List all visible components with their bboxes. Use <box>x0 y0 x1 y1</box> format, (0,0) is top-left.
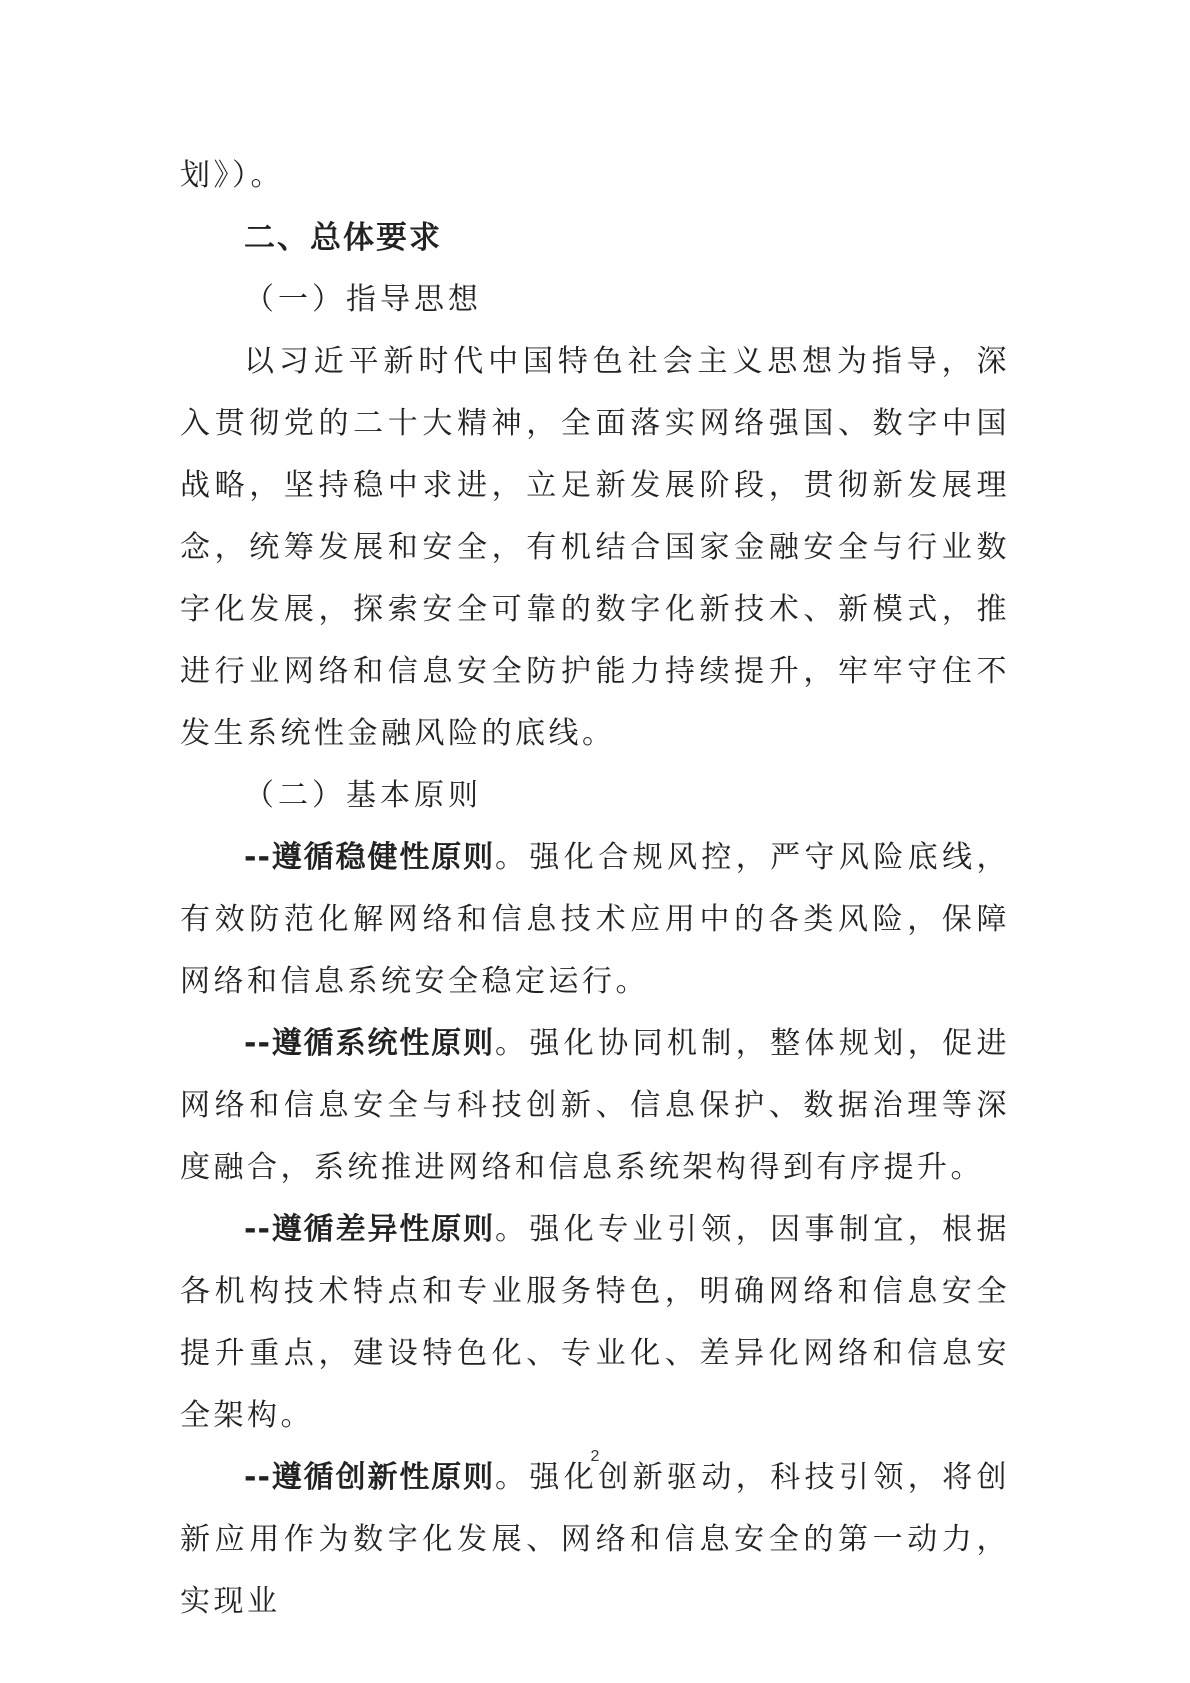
subsection-heading-guiding-thought: （一）指导思想 <box>244 282 482 317</box>
section-heading: 二、总体要求 <box>244 220 442 256</box>
principle-text: 。强化专业引领，因事制宜，根据各机构技术特点和专业服务特色，明确网络和信息安全提升重点，建设特色化、专业化、差异化网络和信息安全架构。 <box>180 1212 1010 1433</box>
principle-text: 。强化创新驱动，科技引领，将创新应用作为数字化发展、网络和信息安全的第一动力，实现业 <box>180 1460 1010 1619</box>
principle-text: 。强化合规风控，严守风险底线，有效防范化解网络和信息技术应用中的各类风险，保障网络和信息系统安全稳定运行。 <box>180 840 1010 999</box>
subsection-heading-basic-principles: （二）基本原则 <box>244 778 482 813</box>
principle-text: 。强化协同机制，整体规划，促进网络和信息安全与科技创新、信息保护、数据治理等深度融合，系统推进网络和信息系统架构得到有序提升。 <box>180 1026 1010 1185</box>
principle-paragraph-robustness <box>180 827 1010 1013</box>
principle-paragraph-systematic <box>180 1013 1010 1199</box>
principle-paragraph-differentiation <box>180 1199 1010 1447</box>
principle-lead: --遵循系统性原则 <box>244 1026 496 1061</box>
carry-over-line: 划》）。 <box>180 158 284 193</box>
principle-paragraph-innovation <box>180 1447 1010 1633</box>
page-number: 2 <box>590 1448 600 1465</box>
principle-lead: --遵循创新性原则 <box>244 1460 496 1495</box>
principle-lead: --遵循稳健性原则 <box>244 840 496 875</box>
document-body <box>180 145 1010 1633</box>
principle-lead: --遵循差异性原则 <box>244 1212 496 1247</box>
guiding-thought-paragraph: 以习近平新时代中国特色社会主义思想为指导，深入贯彻党的二十大精神，全面落实网络强国、数字中国战略，坚持稳中求进，立足新发展阶段，贯彻新发展理念，统筹发展和安全，有机结合国家金融安全与行业数字化发展，探索安全可靠的数字化新技术、新模式，推进行业网络和信息安全防护能力持续提升，牢牢守住不发生系统性金融风险的底线。 <box>180 344 1010 751</box>
